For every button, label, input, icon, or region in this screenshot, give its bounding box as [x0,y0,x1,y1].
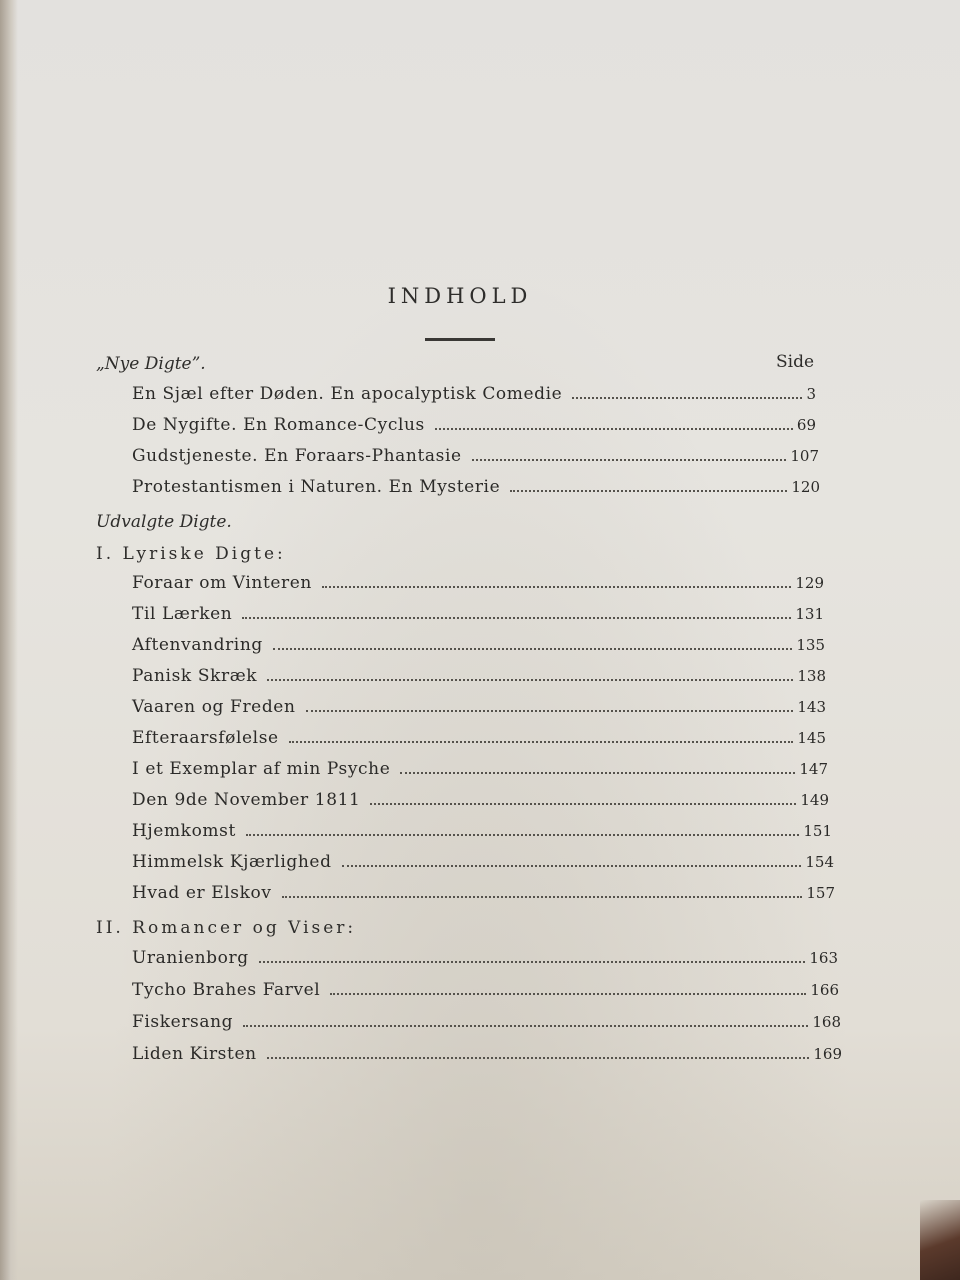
toc-entry [132,415,816,435]
toc-entry-title: De Nygifte. En Romance-Cyclus [132,415,425,435]
toc-entry [132,384,816,404]
toc-entry-page: 129 [795,574,824,592]
toc-entry [132,1044,842,1064]
section-heading-romancer-og-viser: II. Romancer og Viser: [96,918,357,938]
toc-entry-page: 143 [797,698,826,716]
toc-entry-title: Den 9de November 1811 [132,790,361,810]
toc-entry-page: 169 [813,1045,842,1063]
section-heading-udvalgte-digte: Udvalgte Digte. [96,512,232,532]
toc-entry-title: Fiskersang [132,1012,234,1032]
toc-entry [132,446,819,466]
dot-leader [472,458,787,461]
toc-entry [132,852,834,872]
toc-entry-page: 157 [806,884,835,902]
title-divider [425,338,495,341]
dot-leader [322,585,791,588]
toc-entry-title: Protestantismen i Naturen. En Mysterie [132,477,501,497]
toc-entry [132,573,824,593]
toc-entry-title: Aftenvandring [132,635,263,655]
toc-entry [132,948,838,968]
toc-entry-page: 166 [810,981,839,999]
dot-leader [400,771,795,774]
toc-entry-page: 145 [797,729,826,747]
toc-entry-page: 147 [799,760,828,778]
dot-leader [572,396,802,399]
dot-leader [259,960,806,963]
toc-entry-title: Foraar om Vinteren [132,573,312,593]
book-cover-corner [920,1200,960,1280]
dot-leader [267,1056,810,1059]
toc-entry-page: 154 [805,853,834,871]
toc-entry-title: I et Exemplar af min Psyche [132,759,391,779]
toc-entry-title: Gudstjeneste. En Foraars-Phantasie [132,446,462,466]
dot-leader [370,802,796,805]
dot-leader [342,864,802,867]
dot-leader [243,1024,808,1027]
dot-leader [306,709,794,712]
toc-entry [132,604,824,624]
toc-entry-title: Panisk Skræk [132,666,258,686]
toc-entry [132,635,825,655]
dot-leader [510,489,787,492]
toc-entry [132,759,828,779]
toc-entry [132,1012,841,1032]
dot-leader [435,427,793,430]
toc-entry-title: Himmelsk Kjærlighed [132,852,332,872]
dot-leader [330,992,806,995]
page-edge [0,0,18,1280]
dot-leader [267,678,793,681]
toc-entry-page: 135 [796,636,825,654]
toc-entry [132,883,835,903]
toc-entry-title: Tycho Brahes Farvel [132,980,321,1000]
toc-entry-title: En Sjæl efter Døden. En apocalyptisk Comedie [132,384,563,404]
toc-entry [132,821,832,841]
toc-entry-page: 120 [791,478,820,496]
toc-entry-title: Hvad er Elskov [132,883,272,903]
toc-entry-page: 69 [796,416,816,434]
toc-entry-page: 131 [795,605,824,623]
dot-leader [273,647,792,650]
section-heading-lyriske-digte: I. Lyriske Digte: [96,544,286,564]
toc-entry-title: Hjemkomst [132,821,236,841]
toc-entry-page: 149 [800,791,829,809]
dot-leader [282,895,803,898]
toc-entry-page: 3 [806,385,816,403]
toc-entry [132,697,826,717]
toc-entry [132,728,826,748]
toc-entry [132,790,829,810]
toc-entry-title: Vaaren og Freden [132,697,296,717]
page-title: INDHOLD [387,284,533,308]
toc-entry-page: 151 [803,822,832,840]
dot-leader [242,616,791,619]
toc-entry [132,980,839,1000]
toc-entry-page: 168 [812,1013,841,1031]
toc-entry-title: Til Lærken [132,604,233,624]
toc-entry-title: Liden Kirsten [132,1044,257,1064]
section-heading-nye-digte: „Nye Digte”. [96,354,206,374]
toc-entry-page: 163 [809,949,838,967]
dot-leader [246,833,799,836]
dot-leader [289,740,794,743]
toc-entry-page: 138 [797,667,826,685]
toc-entry-title: Efteraarsfølelse [132,728,279,748]
toc-entry-page: 107 [790,447,819,465]
toc-entry [132,477,820,497]
toc-entry [132,666,826,686]
toc-entry-title: Uranienborg [132,948,249,968]
page-column-label: Side [776,352,815,372]
